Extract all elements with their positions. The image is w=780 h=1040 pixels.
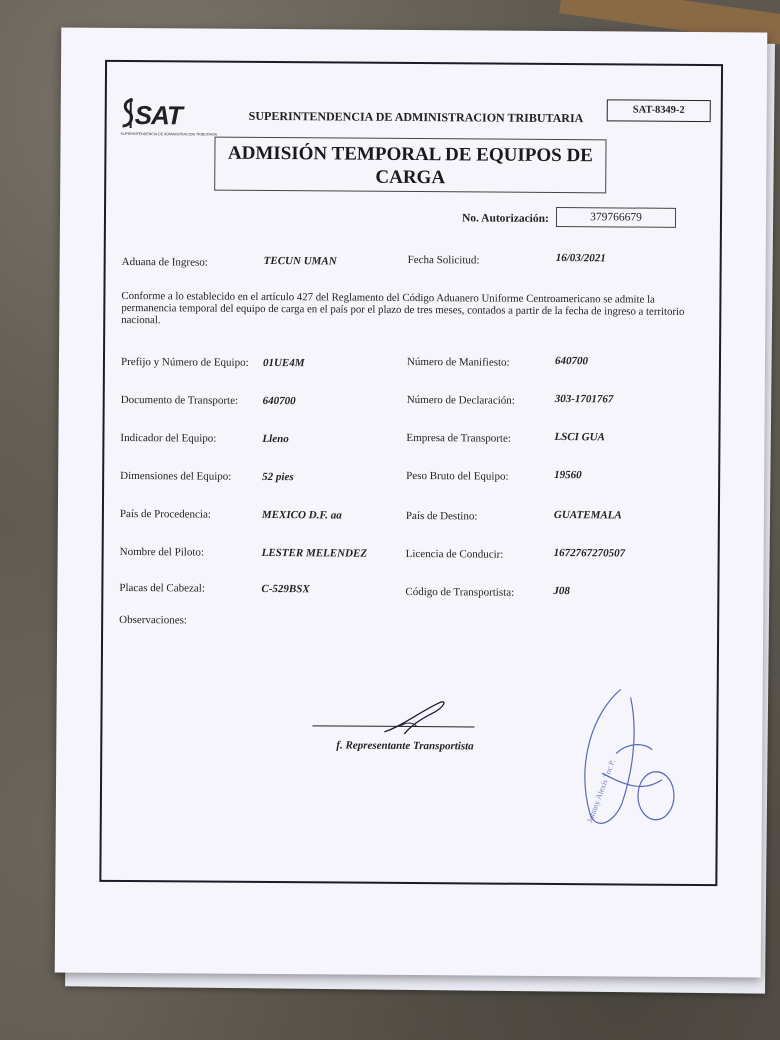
date-label: Fecha Solicitud: xyxy=(407,253,480,267)
field-value-origin-country: MEXICO D.F. aa xyxy=(261,508,342,522)
agency-name: SUPERINTENDENCIA DE ADMINISTRACION TRIBUTARIA xyxy=(248,108,584,126)
field-label-gross-weight: Peso Bruto del Equipo: xyxy=(406,469,509,483)
logo-subtext: SUPERINTENDENCIA DE ADMINISTRACION TRIBUTARIA xyxy=(120,131,218,137)
form-code-box: SAT-8349-2 xyxy=(607,99,711,122)
field-label-carrier-code: Código de Transportista: xyxy=(405,585,515,599)
document-sheet xyxy=(55,28,768,978)
field-value-carrier-code: J08 xyxy=(553,584,570,598)
field-label-destination-country: País de Destino: xyxy=(405,509,478,523)
customs-label: Aduana de Ingreso: xyxy=(121,255,208,269)
field-label-tractor-plates: Placas del Cabezal: xyxy=(119,581,205,595)
logo-text: SAT xyxy=(134,100,182,131)
field-value-manifest: 640700 xyxy=(554,355,589,368)
field-label-transport-document: Documento de Transporte: xyxy=(120,393,239,407)
field-value-transport-document: 640700 xyxy=(262,394,296,408)
field-value-equipment-number: 01UE4M xyxy=(262,356,305,370)
intro-paragraph: Conforme a lo establecido en el artículo 427 del Reglamento del Código Aduanero Uniforme Centroamericano se admite la permanencia temporal del equipo de carga en el país por el plazo de tres meses, contados a partir de la fecha de ingreso a territorio nacional. xyxy=(121,289,685,327)
signature-label: f. Representante Transportista xyxy=(336,739,474,753)
form-frame xyxy=(99,60,723,886)
official-stamp xyxy=(572,683,703,834)
field-value-tractor-plates: C-529BSX xyxy=(261,582,310,596)
form-title-line-1: ADMISIÓN TEMPORAL DE EQUIPOS DE xyxy=(227,142,593,167)
field-label-equipment-number: Prefijo y Número de Equipo: xyxy=(120,355,249,369)
customs-value: TECUN UMAN xyxy=(263,254,337,268)
field-value-equipment-indicator: Lleno xyxy=(262,432,289,446)
field-value-declaration: 303-1701767 xyxy=(554,393,614,406)
field-value-dimensions: 52 pies xyxy=(262,470,294,484)
handwritten-signature xyxy=(382,696,452,736)
form-title-box xyxy=(214,137,606,194)
field-label-manifest: Número de Manifiesto: xyxy=(406,355,510,369)
field-value-driver-name: LESTER MELENDEZ xyxy=(261,546,368,560)
sat-logo xyxy=(120,98,218,143)
field-value-driver-license: 1672767270507 xyxy=(553,546,626,560)
field-label-driver-license: Licencia de Conducir: xyxy=(405,547,504,561)
svg-text:Johnny Alexis Toc P.: Johnny Alexis Toc P. xyxy=(585,758,617,824)
authorization-label: No. Autorización: xyxy=(461,212,549,225)
field-label-equipment-indicator: Indicador del Equipo: xyxy=(120,431,217,445)
field-label-origin-country: País de Procedencia: xyxy=(119,507,211,521)
field-label-declaration: Número de Declaración: xyxy=(406,393,515,407)
observations-label: Observaciones: xyxy=(119,613,188,627)
field-value-transport-company: LSCI GUA xyxy=(554,431,605,444)
field-label-transport-company: Empresa de Transporte: xyxy=(406,431,511,445)
field-label-driver-name: Nombre del Piloto: xyxy=(119,545,205,559)
form-title-line-2: CARGA xyxy=(375,166,446,189)
field-value-destination-country: GUATEMALA xyxy=(553,508,622,522)
date-value: 16/03/2021 xyxy=(555,252,606,265)
field-value-gross-weight: 19560 xyxy=(554,468,582,482)
authorization-value: 379766679 xyxy=(556,207,676,228)
field-label-dimensions: Dimensiones del Equipo: xyxy=(120,469,232,483)
